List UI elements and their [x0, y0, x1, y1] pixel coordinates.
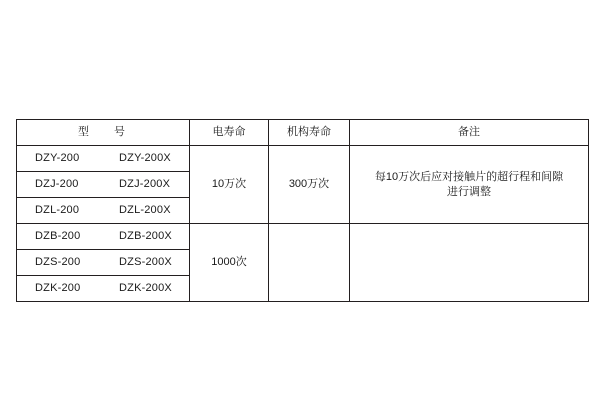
- header-cell-model: [17, 120, 190, 146]
- cell-model: [17, 146, 190, 172]
- header-cell-mechanical-life: 机构寿命: [269, 120, 350, 146]
- model-code-primary: DZK-200: [35, 282, 81, 295]
- model-pair: [17, 281, 189, 296]
- table-header-row: [17, 120, 589, 146]
- cell-model: [17, 198, 190, 224]
- cell-model: [17, 224, 190, 250]
- model-code-variant: DZB-200X: [119, 230, 172, 243]
- header-cell-remark: 备注: [350, 120, 589, 146]
- model-pair: [17, 203, 189, 218]
- cell-model: [17, 172, 190, 198]
- model-code-variant: DZL-200X: [119, 204, 171, 217]
- model-code-variant: DZS-200X: [119, 256, 172, 269]
- table-row: [17, 146, 589, 172]
- remark-line-1: 每10万次后应对接触片的超行程和间隙: [374, 170, 564, 183]
- model-pair: [17, 255, 189, 270]
- model-code-primary: DZJ-200: [35, 178, 79, 191]
- model-code-primary: DZY-200: [35, 152, 80, 165]
- model-pair: [17, 229, 189, 244]
- table-row: [17, 224, 589, 250]
- header-cell-electrical-life: 电寿命: [190, 120, 269, 146]
- model-code-variant: DZK-200X: [119, 282, 172, 295]
- cell-electrical-life: 1000次: [190, 224, 269, 302]
- cell-remark: [350, 146, 589, 224]
- cell-electrical-life: 10万次: [190, 146, 269, 224]
- cell-mechanical-life: 300万次: [269, 146, 350, 224]
- cell-mechanical-life: [269, 224, 350, 302]
- cell-model: [17, 276, 190, 302]
- remark-line-2: 进行调整: [447, 185, 491, 198]
- model-code-primary: DZB-200: [35, 230, 81, 243]
- model-pair: [17, 177, 189, 192]
- model-code-primary: DZL-200: [35, 204, 80, 217]
- cell-remark: [350, 224, 589, 302]
- model-code-variant: DZY-200X: [119, 152, 171, 165]
- model-pair: [17, 151, 189, 166]
- model-code-primary: DZS-200: [35, 256, 81, 269]
- cell-model: [17, 250, 190, 276]
- header-label-model: 型 号: [78, 126, 132, 139]
- model-code-variant: DZJ-200X: [119, 178, 171, 191]
- specification-table: [16, 119, 589, 302]
